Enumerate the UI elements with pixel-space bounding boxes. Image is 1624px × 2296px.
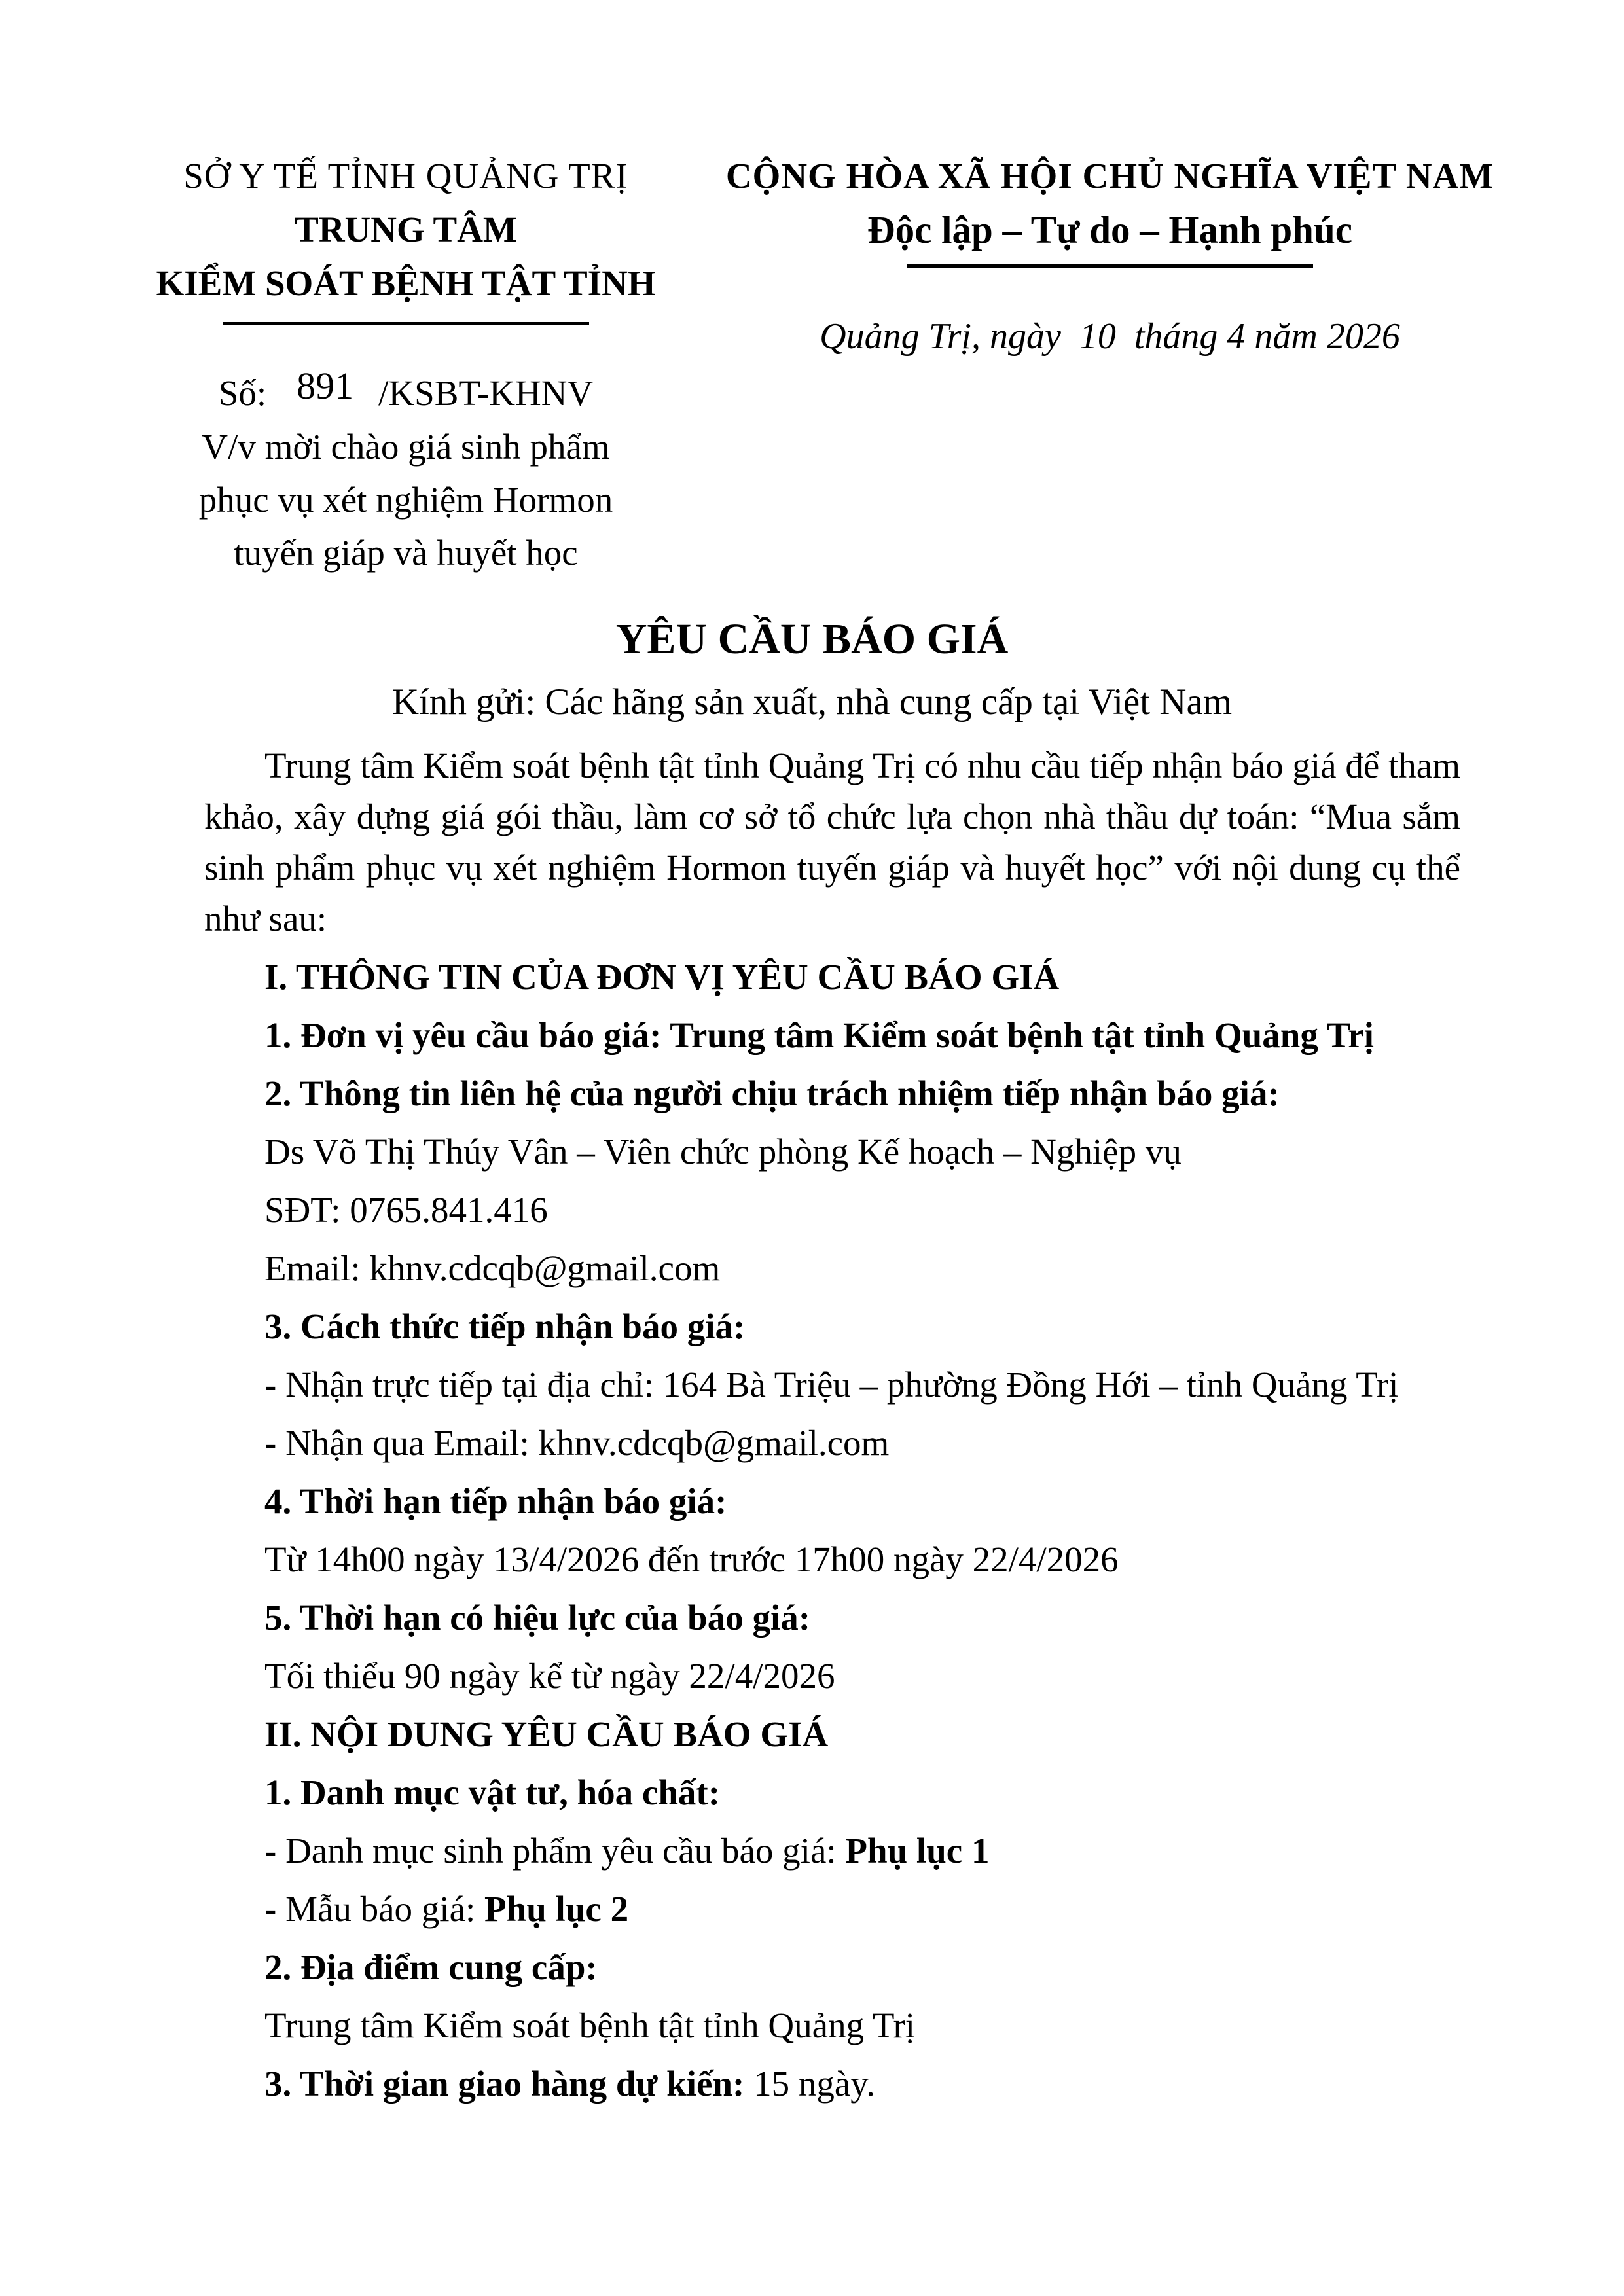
s2-item-3-line: [204, 2058, 1460, 2109]
org-name-line1: TRUNG TÂM: [295, 209, 517, 249]
form-annex-value: Phụ lục 2: [484, 1889, 629, 1929]
receive-email-line: - Nhận qua Email: khnv.cdcqb@gmail.com: [264, 1423, 890, 1463]
item-2-contact-heading: 2. Thông tin liên hệ của người chịu trách nhiệm tiếp nhận báo giá:: [264, 1073, 1280, 1113]
list-annex-line: [204, 1825, 1460, 1876]
document-body: [0, 740, 1624, 2109]
salutation-line: Kính gửi: Các hãng sản xuất, nhà cung cấp tại Việt Nam: [391, 681, 1233, 723]
org-underline-rule: [223, 322, 589, 325]
national-name: CỘNG HÒA XÃ HỘI CHỦ NGHĨA VIỆT NAM: [725, 156, 1494, 196]
list-annex-label: - Danh mục sinh phẩm yêu cầu báo giá:: [264, 1831, 846, 1871]
contact-name-line: Ds Võ Thị Thúy Vân – Viên chức phòng Kế hoạch – Nghiệp vụ: [264, 1132, 1182, 1172]
contact-phone-line: SĐT: 0765.841.416: [264, 1190, 548, 1230]
issuing-org-block: [118, 149, 694, 579]
item-5-validity-heading: 5. Thời hạn có hiệu lực của báo giá:: [264, 1598, 811, 1638]
deadline-line: Từ 14h00 ngày 13/4/2026 đến trước 17h00 ngày 22/4/2026: [264, 1539, 1119, 1579]
item-3-receive-method-heading: 3. Cách thức tiếp nhận báo giá:: [264, 1306, 746, 1346]
national-motto: Độc lập – Tự do – Hạnh phúc: [867, 208, 1352, 251]
place-date-line: Quảng Trị, ngày 10 tháng 4 năm 2026: [820, 316, 1400, 357]
motto-underline-rule: [907, 264, 1313, 268]
delivery-time-label: 3. Thời gian giao hàng dự kiến:: [264, 2064, 754, 2104]
document-number-line: [118, 366, 694, 420]
document-header: [0, 149, 1624, 579]
document-subject-line-2: phục vụ xét nghiệm Hormon: [198, 480, 613, 520]
org-parent-name: SỞ Y TẾ TỈNH QUẢNG TRỊ: [183, 156, 628, 196]
item-1-requesting-unit: 1. Đơn vị yêu cầu báo giá: Trung tâm Kiểm soát bệnh tật tỉnh Quảng Trị: [264, 1015, 1374, 1055]
page-title: YÊU CẦU BÁO GIÁ: [615, 615, 1009, 663]
section-2-heading: II. NỘI DUNG YÊU CẦU BÁO GIÁ: [264, 1714, 829, 1754]
receive-direct-line: - Nhận trực tiếp tại địa chỉ: 164 Bà Triệu – phường Đồng Hới – tỉnh Quảng Trị: [264, 1365, 1399, 1405]
list-annex-value: Phụ lục 1: [845, 1831, 990, 1871]
form-annex-label: - Mẫu báo giá:: [264, 1889, 485, 1929]
delivery-time-value: 15 ngày.: [753, 2064, 875, 2104]
section-1-heading: I. THÔNG TIN CỦA ĐƠN VỊ YÊU CẦU BÁO GIÁ: [264, 957, 1060, 997]
delivery-place-line: Trung tâm Kiểm soát bệnh tật tỉnh Quảng Trị: [264, 2005, 916, 2045]
s2-item-2-heading: 2. Địa điểm cung cấp:: [264, 1947, 598, 1987]
contact-email-line: Email: khnv.cdcqb@gmail.com: [264, 1248, 721, 1288]
document-number-suffix: /KSBT-KHNV: [378, 373, 594, 413]
document-subject-line-1: V/v mời chào giá sinh phẩm: [202, 427, 610, 467]
validity-line: Tối thiểu 90 ngày kể từ ngày 22/4/2026: [264, 1656, 835, 1696]
document-number-label: Số:: [218, 373, 267, 413]
intro-paragraph: Trung tâm Kiểm soát bệnh tật tỉnh Quảng Trị có nhu cầu tiếp nhận báo giá để tham khảo, xây dựng giá gói thầu, làm cơ sở tổ chức lựa chọn nhà thầu dự toán: “Mua sắm sinh phẩm phục vụ xét nghiệm Hormon tuyến giáp và huyết học” với nội dung cụ thể như sau:: [204, 745, 1460, 939]
item-4-deadline-heading: 4. Thời hạn tiếp nhận báo giá:: [264, 1481, 727, 1521]
document-subject-line-3: tuyến giáp và huyết học: [234, 533, 578, 573]
document-number-value: 891: [297, 365, 354, 407]
form-annex-line: [204, 1884, 1460, 1935]
org-name-line2: KIỂM SOÁT BỆNH TẬT TỈNH: [156, 263, 656, 303]
national-motto-block: [694, 149, 1526, 363]
s2-item-1-heading: 1. Danh mục vật tư, hóa chất:: [264, 1772, 721, 1812]
